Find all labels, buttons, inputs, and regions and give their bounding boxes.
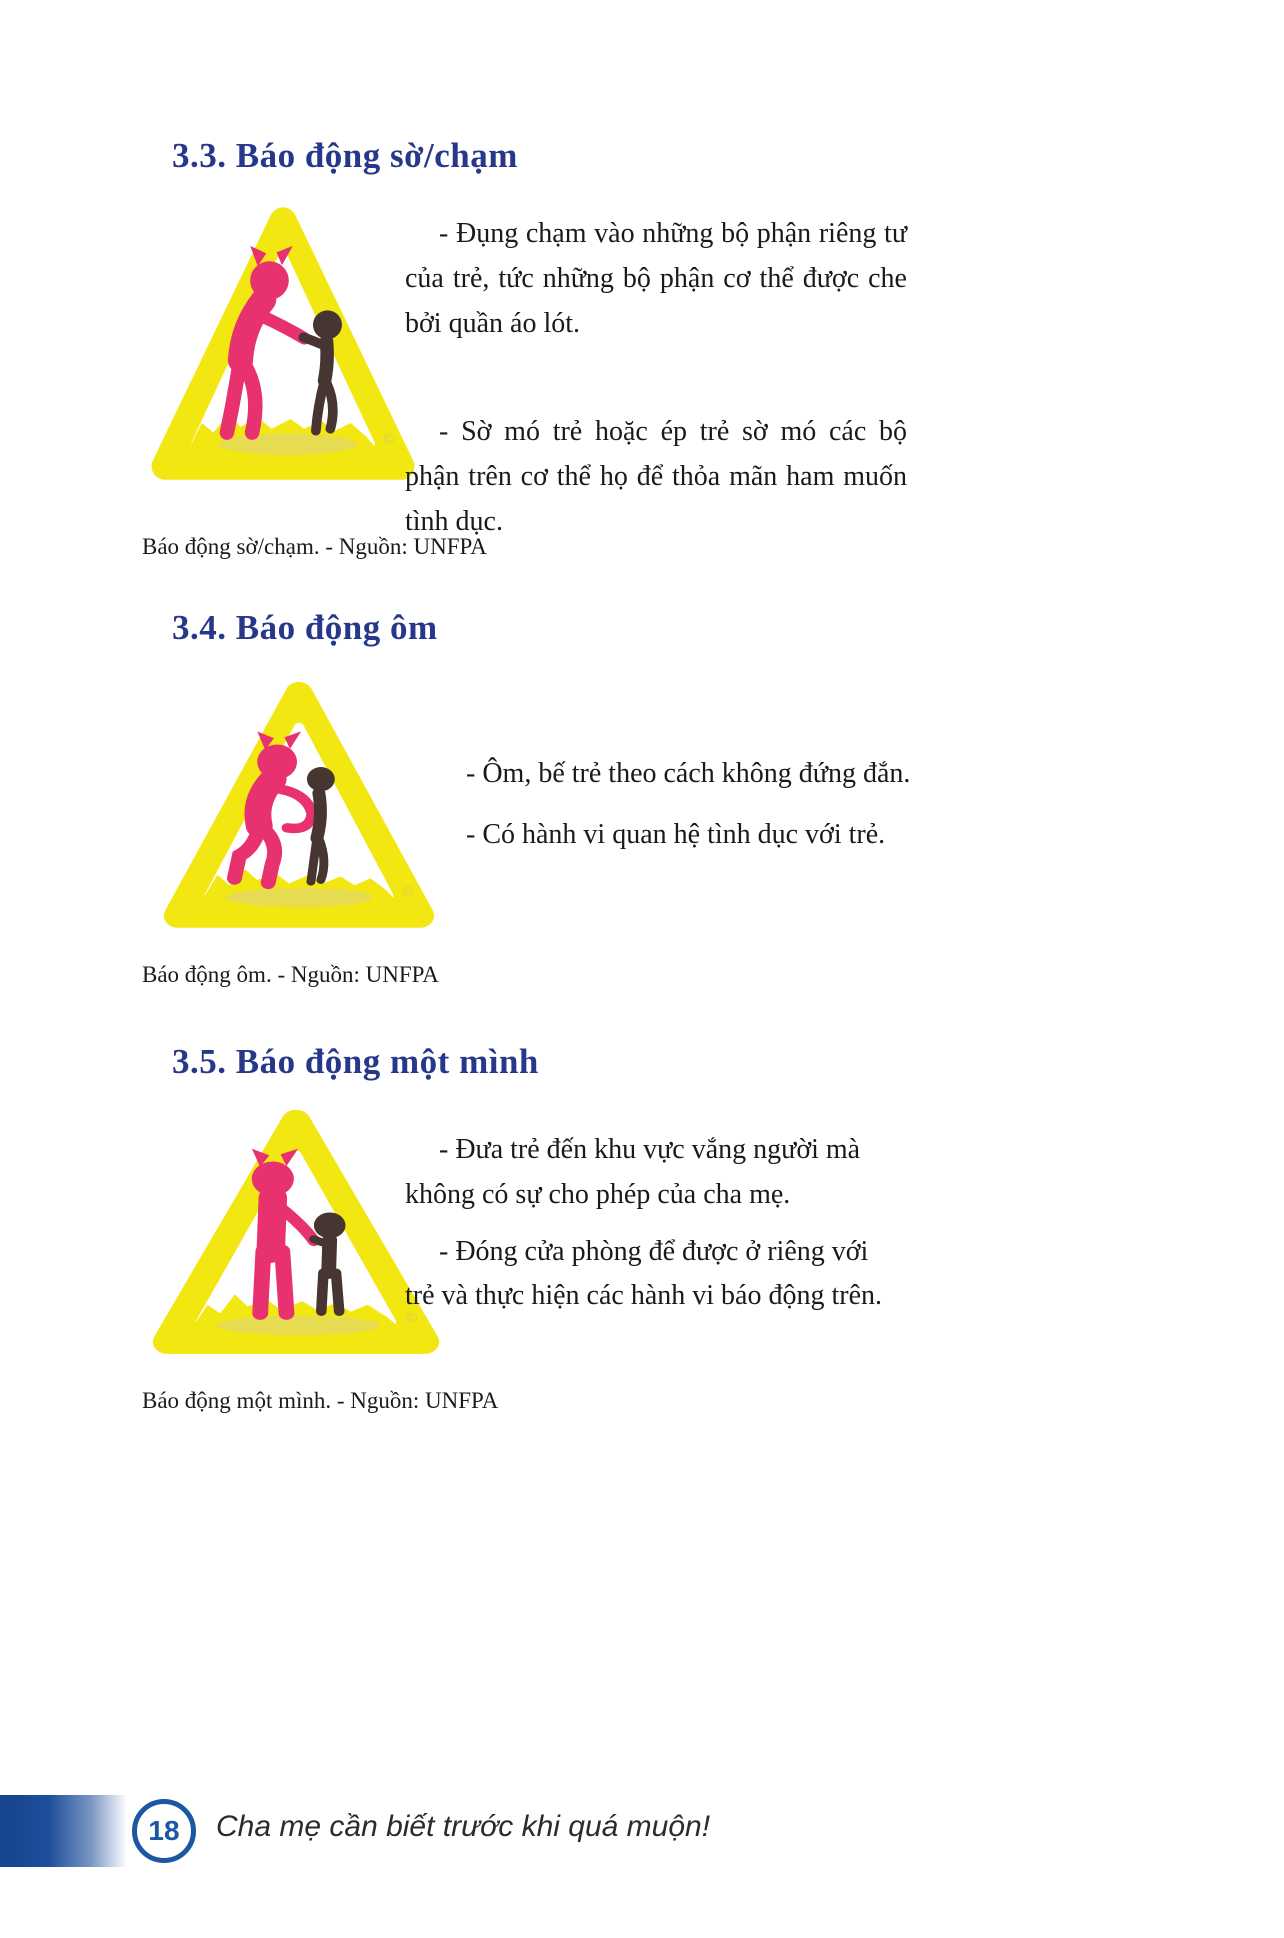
touch-alert-warning-triangle-icon [138,192,428,505]
paragraph: - Sờ mó trẻ hoặc ép trẻ sờ mó các bộ phận trên cơ thể họ để thỏa mãn ham muốn tình dục. [405,416,907,537]
paragraph: - Đóng cửa phòng để được ở riêng với trẻ và thực hiện các hành vi báo động trên. [405,1235,882,1312]
figure-caption-3-5: Báo động một mình. - Nguồn: UNFPA [142,1388,499,1413]
figure-caption-3-3: Báo động sờ/chạm. - Nguồn: UNFPA [142,534,487,559]
paragraph: - Đưa trẻ đến khu vực vắng người mà không có sự cho phép của cha mẹ. [405,1134,861,1210]
section-3-5-text [405,1128,897,1319]
section-3-4-text [432,752,912,858]
section-heading-3-4: 3.4. Báo động ôm [172,608,438,647]
svg-text:©: © [402,883,414,899]
section-3-3-text [405,212,907,545]
svg-text:©: © [405,1311,418,1326]
footer-tagline: Cha mẹ cần biết trước khi quá muộn! [216,1810,711,1843]
page-number-badge [132,1799,196,1863]
section-heading-3-3: 3.3. Báo động sờ/chạm [172,136,518,175]
hug-alert-warning-triangle-icon [150,668,448,951]
figure-caption-3-4: Báo động ôm. - Nguồn: UNFPA [142,962,439,987]
paragraph: - Có hành vi quan hệ tình dục với trẻ. [466,818,886,850]
svg-text:©: © [383,432,395,449]
paragraph: - Ôm, bế trẻ theo cách không đứng đắn. [466,758,911,789]
paragraph: - Đụng chạm vào những bộ phận riêng tư của trẻ, tức những bộ phận cơ thể được che bởi quần áo lót. [405,218,907,339]
page-number: 18 [148,1815,180,1846]
footer-accent-bar [0,1795,127,1867]
section-heading-3-5: 3.5. Báo động một mình [172,1042,539,1081]
